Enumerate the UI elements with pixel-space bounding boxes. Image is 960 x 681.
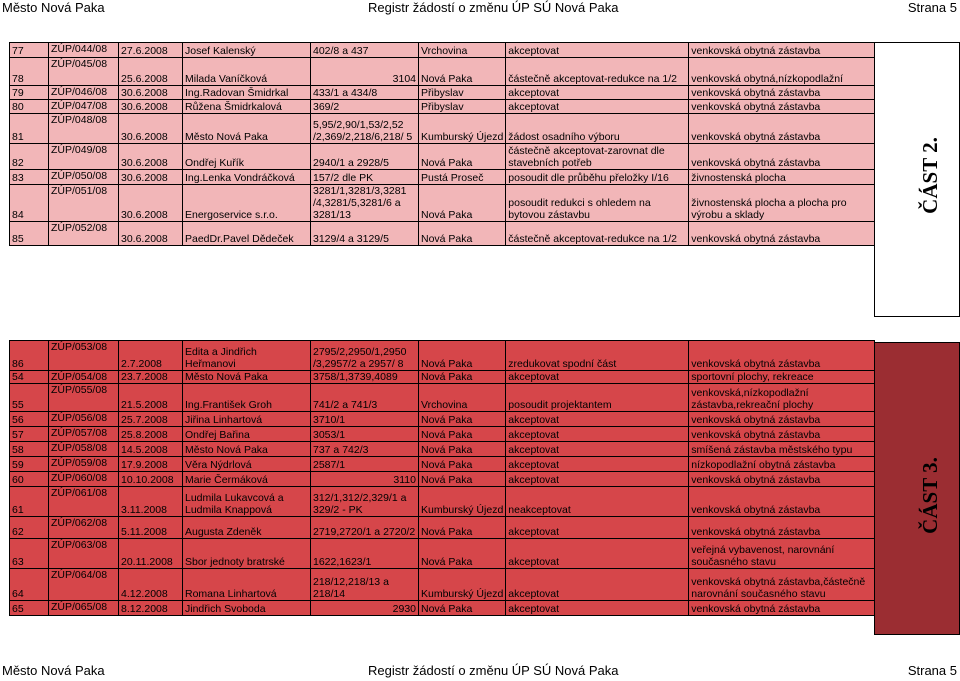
cadastral-area: Nová Paka <box>419 185 506 222</box>
request-code: ZÚP/054/08 <box>49 371 119 384</box>
applicant-name: Město Nová Paka <box>183 442 311 457</box>
request-date: 2.7.2008 <box>119 341 183 371</box>
parcel-numbers: 3758/1,3739,4089 <box>311 371 419 384</box>
request-code: ZÚP/056/08 <box>49 412 119 427</box>
request-code: ZÚP/058/08 <box>49 442 119 457</box>
request-code: ZÚP/064/08 <box>49 569 119 601</box>
request-code: ZÚP/059/08 <box>49 457 119 472</box>
cadastral-area: Vrchovina <box>419 384 506 412</box>
parcel-numbers: 1622,1623/1 <box>311 539 419 569</box>
applicant-name: Ondřej Bařina <box>183 427 311 442</box>
request-code: ZÚP/060/08 <box>49 472 119 487</box>
table-row <box>10 539 875 569</box>
request-date: 25.6.2008 <box>119 58 183 86</box>
row-number: 63 <box>10 539 49 569</box>
decision-status: akceptovat <box>506 412 689 427</box>
decision-status: částečně akceptovat-redukce na 1/2 <box>506 58 689 86</box>
parcel-numbers: 2587/1 <box>311 457 419 472</box>
request-date: 5.11.2008 <box>119 517 183 539</box>
cadastral-area: Přibyslav <box>419 86 506 100</box>
request-date: 30.6.2008 <box>119 144 183 170</box>
request-date: 30.6.2008 <box>119 222 183 246</box>
cadastral-area: Nová Paka <box>419 517 506 539</box>
decision-status: posoudit redukci s ohledem na bytovou zástavbu <box>506 185 689 222</box>
parcel-numbers: 2930 <box>311 601 419 616</box>
cadastral-area: Nová Paka <box>419 144 506 170</box>
request-date: 23.7.2008 <box>119 371 183 384</box>
request-code: ZÚP/061/08 <box>49 487 119 517</box>
cadastral-area: Nová Paka <box>419 58 506 86</box>
parcel-numbers: 157/2 dle PK <box>311 170 419 185</box>
request-date: 10.10.2008 <box>119 472 183 487</box>
parcel-numbers: 3129/4 a 3129/5 <box>311 222 419 246</box>
parcel-numbers: 369/2 <box>311 100 419 114</box>
row-number: 55 <box>10 384 49 412</box>
request-date: 17.9.2008 <box>119 457 183 472</box>
request-code: ZÚP/062/08 <box>49 517 119 539</box>
row-number: 57 <box>10 427 49 442</box>
parcel-numbers: 741/2 a 741/3 <box>311 384 419 412</box>
request-date: 8.12.2008 <box>119 601 183 616</box>
cadastral-area: Nová Paka <box>419 601 506 616</box>
land-use: venkovská,nízkopodlažní zástavba,rekreační plochy <box>689 384 875 412</box>
applicant-name: Romana Linhartová <box>183 569 311 601</box>
decision-status: neakceptovat <box>506 487 689 517</box>
land-use: sportovní plochy, rekreace <box>689 371 875 384</box>
row-number: 56 <box>10 412 49 427</box>
row-number: 58 <box>10 442 49 457</box>
applicant-name: Jindřich Svoboda <box>183 601 311 616</box>
applicant-name: Jiřina Linhartová <box>183 412 311 427</box>
request-date: 27.6.2008 <box>119 43 183 58</box>
table-row <box>10 569 875 601</box>
land-use: venkovská obytná zástavba <box>689 114 875 144</box>
register-table-part2 <box>9 42 875 246</box>
request-date: 4.12.2008 <box>119 569 183 601</box>
request-code: ZÚP/057/08 <box>49 427 119 442</box>
row-number: 85 <box>10 222 49 246</box>
request-code: ZÚP/065/08 <box>49 601 119 616</box>
land-use: venkovská obytná zástavba <box>689 222 875 246</box>
footer-title: Registr žádostí o změnu ÚP SÚ Nová Paka <box>368 663 619 678</box>
request-code: ZÚP/053/08 <box>49 341 119 371</box>
request-code: ZÚP/047/08 <box>49 100 119 114</box>
applicant-name: Ing.František Groh <box>183 384 311 412</box>
table-row <box>10 371 875 384</box>
table-row <box>10 144 875 170</box>
land-use: venkovská obytná zástavba <box>689 427 875 442</box>
land-use: venkovská obytná zástavba <box>689 341 875 371</box>
land-use: venkovská obytná zástavba <box>689 86 875 100</box>
applicant-name: Věra Nýdrlová <box>183 457 311 472</box>
decision-status: akceptovat <box>506 472 689 487</box>
parcel-numbers: 3110 <box>311 472 419 487</box>
request-code: ZÚP/049/08 <box>49 144 119 170</box>
parcel-numbers: 737 a 742/3 <box>311 442 419 457</box>
decision-status: částečně akceptovat-zarovnat dle stavebních potřeb <box>506 144 689 170</box>
footer-page-number: Strana 5 <box>907 663 957 678</box>
request-date: 25.7.2008 <box>119 412 183 427</box>
cadastral-area: Nová Paka <box>419 412 506 427</box>
decision-status: akceptovat <box>506 86 689 100</box>
applicant-name: Josef Kalenský <box>183 43 311 58</box>
land-use: smíšená zástavba městského typu <box>689 442 875 457</box>
table-row <box>10 43 875 58</box>
page-footer <box>0 663 960 681</box>
table-row <box>10 341 875 371</box>
decision-status: akceptovat <box>506 427 689 442</box>
decision-status: posoudit projektantem <box>506 384 689 412</box>
applicant-name: Sbor jednoty bratrské <box>183 539 311 569</box>
land-use: venkovská obytná zástavba <box>689 100 875 114</box>
applicant-name: Marie Čermáková <box>183 472 311 487</box>
table-row <box>10 114 875 144</box>
land-use: venkovská obytná zástavba <box>689 43 875 58</box>
row-number: 82 <box>10 144 49 170</box>
land-use: veřejná vybavenost, narovnání současného stavu <box>689 539 875 569</box>
header-municipality: Město Nová Paka <box>2 0 105 15</box>
cadastral-area: Pustá Proseč <box>419 170 506 185</box>
land-use: živnostenská plocha a plocha pro výrobu a sklady <box>689 185 875 222</box>
decision-status: akceptovat <box>506 100 689 114</box>
request-date: 30.6.2008 <box>119 185 183 222</box>
decision-status: akceptovat <box>506 43 689 58</box>
request-code: ZÚP/063/08 <box>49 539 119 569</box>
parcel-numbers: 218/12,218/13 a 218/14 <box>311 569 419 601</box>
section-gap <box>9 315 874 340</box>
cadastral-area: Kumburský Újezd <box>419 487 506 517</box>
decision-status: akceptovat <box>506 517 689 539</box>
land-use: venkovská obytná zástavba <box>689 472 875 487</box>
table-row <box>10 601 875 616</box>
cadastral-area: Kumburský Újezd <box>419 569 506 601</box>
decision-status: akceptovat <box>506 442 689 457</box>
applicant-name: Milada Vaníčková <box>183 58 311 86</box>
cadastral-area: Kumburský Újezd <box>419 114 506 144</box>
decision-status: akceptovat <box>506 569 689 601</box>
table-row <box>10 487 875 517</box>
table-row <box>10 412 875 427</box>
header-page-number: Strana 5 <box>907 0 957 15</box>
land-use: živnostenská plocha <box>689 170 875 185</box>
row-number: 83 <box>10 170 49 185</box>
parcel-numbers: 3104 <box>311 58 419 86</box>
applicant-name: PaedDr.Pavel Dědeček <box>183 222 311 246</box>
request-date: 30.6.2008 <box>119 100 183 114</box>
land-use: venkovská obytná zástavba,částečně narovnání současného stavu <box>689 569 875 601</box>
decision-status: žádost osadního výboru <box>506 114 689 144</box>
request-date: 21.5.2008 <box>119 384 183 412</box>
row-number: 81 <box>10 114 49 144</box>
decision-status: akceptovat <box>506 371 689 384</box>
request-code: ZÚP/055/08 <box>49 384 119 412</box>
request-date: 30.6.2008 <box>119 114 183 144</box>
applicant-name: Růžena Šmidrkalová <box>183 100 311 114</box>
row-number: 54 <box>10 371 49 384</box>
row-number: 65 <box>10 601 49 616</box>
cadastral-area: Vrchovina <box>419 43 506 58</box>
request-date: 3.11.2008 <box>119 487 183 517</box>
parcel-numbers: 2940/1 a 2928/5 <box>311 144 419 170</box>
cadastral-area: Nová Paka <box>419 457 506 472</box>
table-row <box>10 457 875 472</box>
parcel-numbers: 3710/1 <box>311 412 419 427</box>
parcel-numbers: 5,95/2,90/1,53/2,52 /2,369/2,218/6,218/ 5 <box>311 114 419 144</box>
cadastral-area: Nová Paka <box>419 442 506 457</box>
decision-status: akceptovat <box>506 457 689 472</box>
request-code: ZÚP/050/08 <box>49 170 119 185</box>
table-row <box>10 222 875 246</box>
parcel-numbers: 402/8 a 437 <box>311 43 419 58</box>
request-code: ZÚP/052/08 <box>49 222 119 246</box>
section-marker-part3 <box>874 342 960 635</box>
applicant-name: Ing.Radovan Šmidrkal <box>183 86 311 100</box>
parcel-numbers: 3281/1,3281/3,3281 /4,3281/5,3281/6 a 3281/13 <box>311 185 419 222</box>
page-header <box>0 0 960 18</box>
row-number: 79 <box>10 86 49 100</box>
decision-status: částečně akceptovat-redukce na 1/2 <box>506 222 689 246</box>
applicant-name: Edita a Jindřich Heřmanovi <box>183 341 311 371</box>
row-number: 86 <box>10 341 49 371</box>
section-marker-part2 <box>874 42 960 317</box>
request-code: ZÚP/044/08 <box>49 43 119 58</box>
applicant-name: Město Nová Paka <box>183 371 311 384</box>
cadastral-area: Nová Paka <box>419 539 506 569</box>
cadastral-area: Nová Paka <box>419 371 506 384</box>
land-use: venkovská obytná,nízkopodlažní <box>689 58 875 86</box>
decision-status: akceptovat <box>506 601 689 616</box>
parcel-numbers: 3053/1 <box>311 427 419 442</box>
land-use: venkovská obytná zástavba <box>689 487 875 517</box>
decision-status: akceptovat <box>506 539 689 569</box>
decision-status: posoudit dle průběhu přeložky I/16 <box>506 170 689 185</box>
cadastral-area: Nová Paka <box>419 427 506 442</box>
cadastral-area: Nová Paka <box>419 222 506 246</box>
request-date: 20.11.2008 <box>119 539 183 569</box>
cadastral-area: Přibyslav <box>419 100 506 114</box>
request-code: ZÚP/048/08 <box>49 114 119 144</box>
applicant-name: Ondřej Kuřík <box>183 144 311 170</box>
request-date: 30.6.2008 <box>119 86 183 100</box>
table-row <box>10 517 875 539</box>
table-row <box>10 427 875 442</box>
parcel-numbers: 433/1 a 434/8 <box>311 86 419 100</box>
applicant-name: Energoservice s.r.o. <box>183 185 311 222</box>
row-number: 61 <box>10 487 49 517</box>
parcel-numbers: 2795/2,2950/1,2950 /3,2957/2 a 2957/ 8 <box>311 341 419 371</box>
cadastral-area: Nová Paka <box>419 341 506 371</box>
section-label-part2: ČÁST 2. <box>917 137 942 214</box>
applicant-name: Ludmila Lukavcová a Ludmila Knappová <box>183 487 311 517</box>
header-title: Registr žádostí o změnu ÚP SÚ Nová Paka <box>368 0 619 15</box>
applicant-name: Ing.Lenka Vondráčková <box>183 170 311 185</box>
land-use: nízkopodlažní obytná zástavba <box>689 457 875 472</box>
row-number: 59 <box>10 457 49 472</box>
table-row <box>10 58 875 86</box>
table-row <box>10 100 875 114</box>
request-date: 25.8.2008 <box>119 427 183 442</box>
row-number: 78 <box>10 58 49 86</box>
request-code: ZÚP/045/08 <box>49 58 119 86</box>
request-date: 14.5.2008 <box>119 442 183 457</box>
row-number: 77 <box>10 43 49 58</box>
request-code: ZÚP/046/08 <box>49 86 119 100</box>
table-row <box>10 86 875 100</box>
request-date: 30.6.2008 <box>119 170 183 185</box>
row-number: 64 <box>10 569 49 601</box>
land-use: venkovská obytná zástavba <box>689 144 875 170</box>
row-number: 60 <box>10 472 49 487</box>
table-row <box>10 170 875 185</box>
table-row <box>10 442 875 457</box>
decision-status: zredukovat spodní část <box>506 341 689 371</box>
row-number: 80 <box>10 100 49 114</box>
table-row <box>10 384 875 412</box>
footer-municipality: Město Nová Paka <box>2 663 105 678</box>
table-row <box>10 472 875 487</box>
cadastral-area: Nová Paka <box>419 472 506 487</box>
row-number: 84 <box>10 185 49 222</box>
land-use: venkovská obytná zástavba <box>689 601 875 616</box>
applicant-name: Město Nová Paka <box>183 114 311 144</box>
applicant-name: Augusta Zdeněk <box>183 517 311 539</box>
parcel-numbers: 312/1,312/2,329/1 a 329/2 - PK <box>311 487 419 517</box>
land-use: venkovská obytná zástavba <box>689 517 875 539</box>
row-number: 62 <box>10 517 49 539</box>
land-use: venkovská obytná zástavba <box>689 412 875 427</box>
parcel-numbers: 2719,2720/1 a 2720/2 <box>311 517 419 539</box>
section-label-part3: ČÁST 3. <box>917 457 942 534</box>
register-table-part3 <box>9 340 875 616</box>
table-row <box>10 185 875 222</box>
request-code: ZÚP/051/08 <box>49 185 119 222</box>
